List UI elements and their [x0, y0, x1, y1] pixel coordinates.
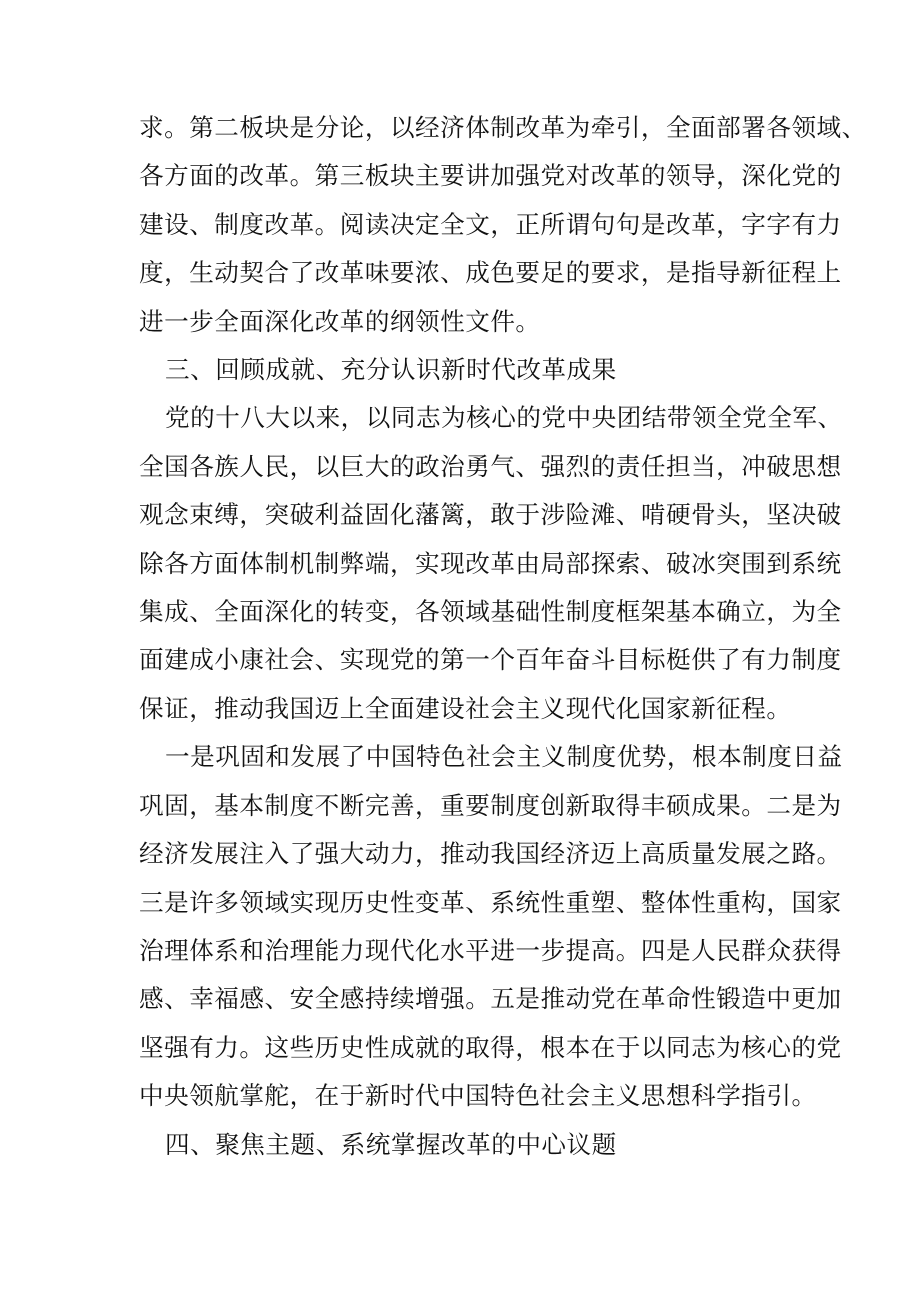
text-line: 经济发展注入了强大动力，推动我国经济迈上高质量发展之路。 — [139, 839, 842, 869]
text-line: 中央领航掌舵，在于新时代中国特色社会主义思想科学指引。 — [139, 1081, 817, 1111]
paragraph-achievements-list — [139, 733, 843, 1120]
text-line: 求。第二板块是分论，以经济体制改革为牵引，全面部署各领域、 — [139, 113, 867, 142]
text-line: 集成、全面深化的转变，各领域基础性制度框架基本确立，为全 — [139, 597, 842, 627]
paragraph-continuation — [139, 104, 867, 346]
section-heading-4 — [139, 1121, 799, 1169]
text-line: 感、幸福感、安全感持续增强。五是推动党在革命性锻造中更加 — [139, 984, 842, 1014]
text-line: 进一步全面深化改革的纲领性文件。 — [139, 306, 541, 336]
text-line: 治理体系和治理能力现代化水平进一步提高。四是人民群众获得 — [139, 935, 842, 965]
text-line: 度，生动契合了改革味要浓、成色要足的要求，是指导新征程上 — [139, 258, 842, 288]
text-line: 观念束缚，突破利益固化藩篱，敢于涉险滩、啃硬骨头，坚决破 — [139, 500, 842, 530]
text-line: 三是许多领域实现历史性变革、系统性重塑、整体性重构，国家 — [139, 887, 842, 917]
text-line: 除各方面体制机制弊端，实现改革由局部探索、破冰突围到系统 — [139, 548, 842, 578]
text-line: 党的十八大以来，以同志为核心的党中央团结带领全党全军、 — [165, 403, 843, 433]
text-line: 全国各族人民，以巨大的政治勇气、强烈的责任担当，冲破思想 — [139, 451, 842, 481]
text-line: 面建成小康社会、实现党的第一个百年奋斗目标梃供了有力制度 — [139, 645, 842, 675]
text-line: 保证，推动我国迈上全面建设社会主义现代化国家新征程。 — [139, 693, 792, 723]
text-line: 坚强有力。这些历史性成就的取得，根本在于以同志为核心的党 — [139, 1032, 842, 1062]
text-line: 一是巩固和发展了中国特色社会主义制度优势，根本制度日益 — [165, 742, 843, 772]
document-page — [139, 104, 867, 1169]
text-line: 巩固，基本制度不断完善，重要制度创新取得丰硕成果。二是为 — [139, 790, 842, 820]
heading-text: 四、聚焦主题、系统掌握改革的中心议题 — [165, 1129, 617, 1159]
text-line: 建设、制度改革。阅读决定全文，正所谓句句是改革，字字有力 — [139, 209, 842, 239]
heading-text: 三、回顾成就、充分认识新时代改革成果 — [165, 355, 617, 385]
paragraph-achievements-intro — [139, 394, 843, 733]
section-heading-3 — [139, 346, 799, 394]
text-line: 各方面的改革。第三板块主要讲加强党对改革的领导，深化党的 — [139, 161, 842, 191]
